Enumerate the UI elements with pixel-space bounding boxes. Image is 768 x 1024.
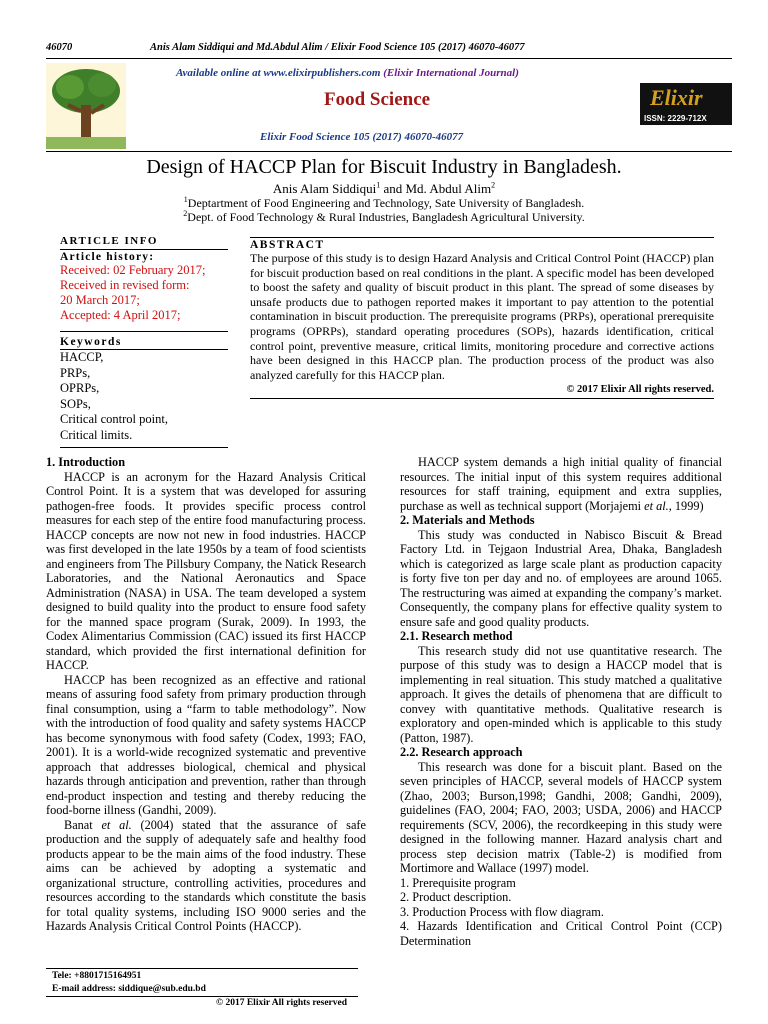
history-label: Article history: [60, 251, 155, 263]
keyword: Critical limits. [60, 427, 133, 442]
revised-date: 20 March 2017; [60, 293, 140, 307]
footer-telephone: Tele: +8801715164951 [52, 971, 142, 981]
keyword: PRPs, [60, 365, 91, 380]
article-info-title: ARTICLE INFO [60, 235, 228, 250]
paragraph: This research study did not use quantitative research. The purpose of this study was to design a HACCP model that is implementing in real situation. This study matched a qualitative approach. It gives the details of phenomena that are difficult to convey with quantitative methods. Qualitative research is exploratory and open-minded which is applicable to this study (Patton, 1987). [400, 643, 722, 745]
abstract [250, 237, 714, 399]
keyword: SOPs, [60, 396, 91, 411]
heading-materials-methods: 2. Materials and Methods [400, 513, 535, 527]
accepted-date: Accepted: 4 April 2017; [60, 308, 181, 322]
section-title: Food Science [324, 89, 431, 110]
issn: ISSN: 2229-712X [644, 114, 707, 123]
received-date: Received: 02 February 2017; [60, 263, 206, 277]
footer-email: E-mail address: siddique@sub.edu.bd [52, 984, 206, 994]
left-column [46, 455, 366, 934]
revised-label: Received in revised form: [60, 278, 190, 292]
paragraph: This research was done for a biscuit plant. Based on the seven principles of HACCP, several models of HACCP system (Zhao, 2003; Burson,1998; Gandhi, 2008; Gandhi, 2009), guidelines (FAO, 2004; FAO, 2003; USDA, 2006) and HACCP requirements (SCV, 2006), the recordkeeping in this study were designed in the following manner. Hazard analysis chart and process step decision matrix (Table-2) is modified from Mortimore and Wallace (1997) model. [400, 759, 722, 875]
heading-research-approach: 2.2. Research approach [400, 745, 523, 759]
authors: Anis Alam Siddiqui$^1$ and Md. Abdul Alim$^2$ [272, 180, 496, 196]
paragraph: HACCP system demands a high initial quality of financial resources. The initial input of this system requires additional resources for staff training, equipment and extra supplies, purchase as well as technical support (Morjajemi et al., 1999) [400, 455, 722, 513]
available-online: Available online at www.elixirpublishers.com (Elixir International Journal) [176, 67, 519, 79]
page-number: 46070 [46, 42, 73, 53]
paragraph: Banat et al. (2004) stated that the assurance of safe production and the supply of adequately safe and healthy food products appear to be the main aims of the food industry. These aims can be achieved by adopting a systematic and organizational structure, controlling activities, procedures and resources according to the standards which constitute the basis for total quality systems, including ISO 9000 series and the Hazards Analysis Critical Control Points (HACCP). [46, 817, 366, 933]
affiliation-2: $^2$Dept. of Food Technology & Rural Industries, Bangladesh Agricultural University. [183, 209, 585, 224]
paper-title: Design of HACCP Plan for Biscuit Industry in Bangladesh. [146, 156, 622, 178]
keyword: Critical control point, [60, 412, 168, 426]
heading-introduction: 1. Introduction [46, 455, 126, 469]
tree-logo-icon [46, 63, 126, 149]
journal-citation: Elixir Food Science 105 (2017) 46070-46077 [260, 131, 464, 143]
list-item: 2. Product description. [400, 890, 512, 904]
right-column [400, 455, 722, 948]
paragraph: HACCP is an acronym for the Hazard Analysis Critical Control Point. It is a system that was developed for assuring pathogen-free foods. It provides specific process control measures for each step of the entire food manufacturing process. HACCP concepts are now not new in food industries. HACCP was first developed in the late 1950s by a team of food scientists and engineers from The Pillsbury Company, the Natick Research Laboratories, and the National Aeronautics and Space Administration (NASA) in USA. The team developed a system designed to build quality into the product to ensure food safety for the manned space program (Surak, 2009). In 1993, the Codex Alimentarius Commission (CAC) issued its first HACCP standard, which provided the first international definition for HACCP. [46, 469, 366, 672]
running-head: Anis Alam Siddiqui and Md.Abdul Alim / Elixir Food Science 105 (2017) 46070-46077 [150, 42, 525, 53]
paragraph: HACCP has been recognized as an effective and rational means of assuring food safety from primary production through final consumption, using a “farm to table methodology”. Now with the introduction of food quality and safety systems HACCP has become synonymous with food safety (Codex, 1993; FAO, 2001). It is a world-wide recognized systematic and preventive approach that addresses biological, chemical and physical hazards through anticipation and prevention, rather than through end-product inspection and testing and thereby reducing the food-borne illness (Gandhi, 2009). [46, 672, 366, 817]
abstract-title: ABSTRACT [250, 237, 714, 251]
abstract-copyright: © 2017 Elixir All rights reserved. [566, 384, 714, 396]
keyword: HACCP, [60, 350, 104, 364]
abstract-text: The purpose of this study is to design Hazard Analysis and Critical Control Point (HACCP) plan for biscuit production based on real conditions in the plant. A specific model has been developed to boost the safety and quality of biscuit product in this plant. The spread of some diseases by unsafe products due to pathogen reported makes it important to pay attention to the potential contamination in biscuit production. The prerequisite programs (PRPs), operational prerequisite programs (OPRPs), standard operating procedures (SOPs), hazards identification, critical control point, preventive measure, critical limits, monitoring procedure and corrective actions have been designed in this HACCP plan. The production process of the product was also analyzed carefully for this HACCP plan. [250, 251, 714, 382]
footer-copyright: © 2017 Elixir All rights reserved [216, 998, 348, 1008]
list-item: 1. Prerequisite program [400, 875, 516, 890]
paragraph: This study was conducted in Nabisco Biscuit & Bread Factory Ltd. in Tejgaon Industrial Area, Dhaka, Bangladesh which is categorized as large scale plant as production capacity is forty five ton per day and no. of employees are around 1065. The restructuring was aimed at expanding the company’s market. Consequently, the company plans for effective quality system to ensure safe and good quality products. [400, 527, 722, 629]
heading-research-method: 2.1. Research method [400, 629, 513, 643]
elixir-logo: Elixir ISSN: 2229-712X [640, 83, 732, 125]
list-item: 4. Hazards Identification and Critical Control Point (CCP) Determination [400, 919, 722, 948]
keywords-title: Keywords [60, 336, 228, 350]
article-info [60, 235, 228, 448]
keyword: OPRPs, [60, 381, 100, 395]
affiliation-1: $^1$Deptartment of Food Engineering and Technology, Sate University of Bangladesh. [183, 195, 585, 210]
journal-banner [46, 58, 732, 152]
list-item: 3. Production Process with flow diagram. [400, 904, 604, 919]
